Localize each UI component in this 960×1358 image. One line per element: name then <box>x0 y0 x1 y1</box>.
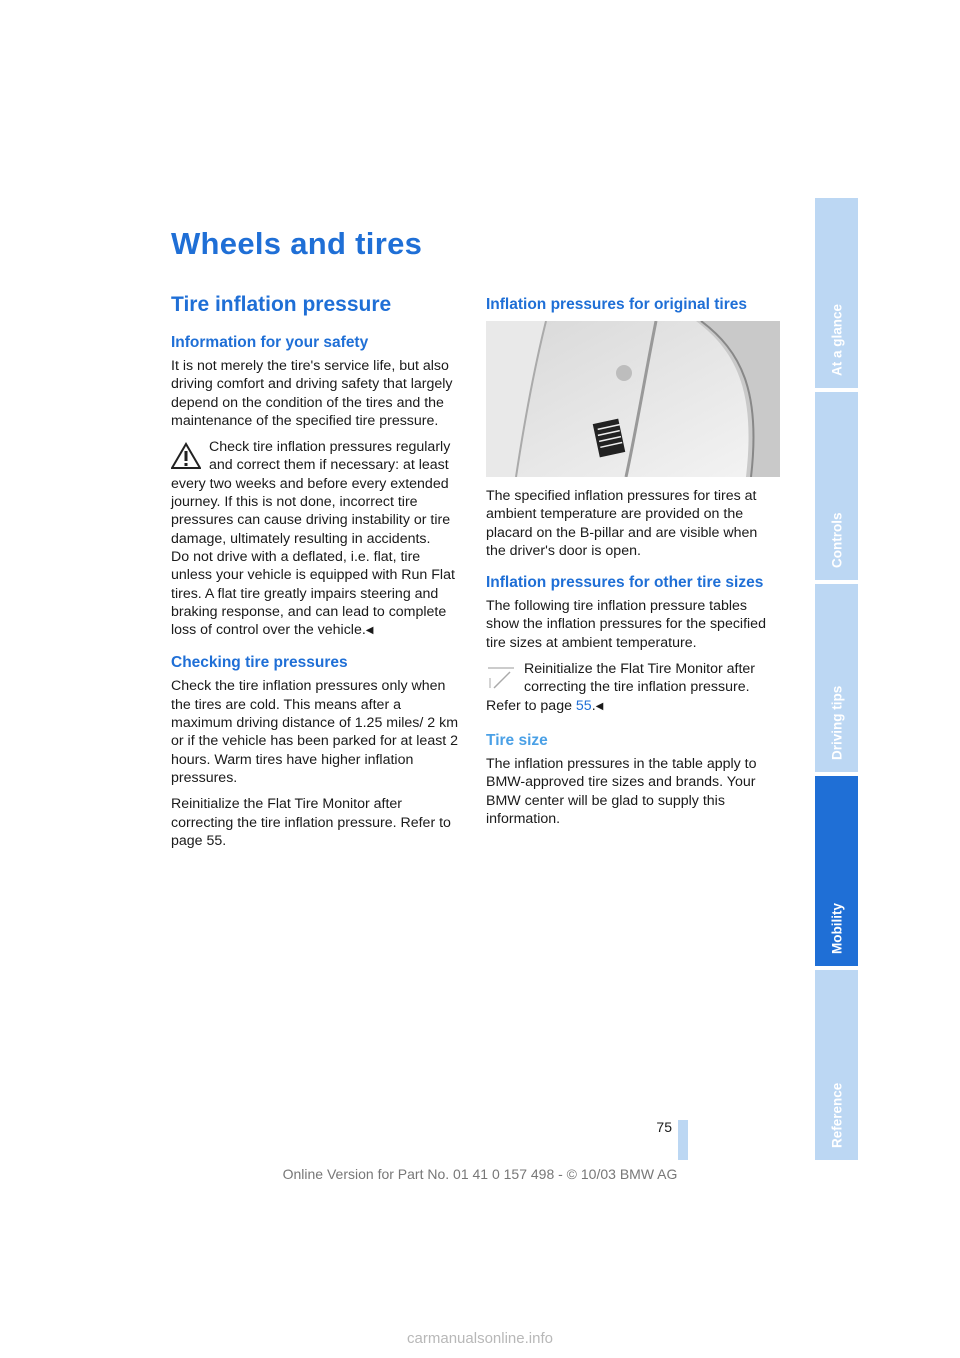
warning-triangle-icon <box>171 442 201 470</box>
safety-paragraph: It is not merely the tire's service life, but also driving comfort and driving safety that largely depend on the condition of the tires and the maintenance of the specified tire pressure. <box>171 358 453 429</box>
warning-text-2: Do not drive with a deflated, i.e. flat, tire unless your vehicle is equipped with Run Flat tires. A flat tire greatly impairs steering and braking response, and can lead to complete loss of control over the vehicle.◀ <box>171 548 455 639</box>
right-column <box>486 296 778 836</box>
end-marker-icon: ◀ <box>365 625 374 637</box>
other-sizes-heading: Inflation pressures for other tire sizes <box>486 574 764 592</box>
warning-text: Check tire inflation pressures regularly and correct them if necessary: at least every two weeks and before every extended journey. If this is not done, incorrect tire pressures can cause driving instability or tire damage, ultimately resulting in accidents. <box>171 439 451 547</box>
tire-size-paragraph: The inflation pressures in the table apply to BMW-approved tire sizes and brands. Your BMW center will be glad to supply this information. <box>486 755 757 827</box>
note-check-icon <box>486 664 516 692</box>
safety-heading: Information for your safety <box>171 334 369 351</box>
other-sizes-paragraph: The following tire inflation pressure tables show the inflation pressures for the specified tire sizes at ambient temperature. <box>486 598 766 651</box>
chapter-tabs <box>815 198 858 1160</box>
left-column <box>171 334 463 858</box>
section-title: Tire inflation pressure <box>171 293 392 316</box>
page-number: 75 <box>656 1119 672 1135</box>
warning-note <box>171 438 463 640</box>
info-note-text: Reinitialize the Flat Tire Monitor after correcting the tire inflation pressure. Refer to page 55.◀ <box>486 661 756 714</box>
tab-mobility[interactable]: Mobility <box>815 776 858 966</box>
tab-reference[interactable]: Reference <box>815 970 858 1160</box>
end-marker-icon: ◀ <box>595 700 604 712</box>
page-55-link[interactable]: 55 <box>575 697 592 714</box>
tab-driving-tips[interactable]: Driving tips <box>815 584 858 772</box>
page-title: Wheels and tires <box>171 226 423 261</box>
page-number-bar <box>678 1120 688 1160</box>
tab-at-a-glance[interactable]: At a glance <box>815 198 858 388</box>
checking-paragraph-2: Reinitialize the Flat Tire Monitor after correcting the tire inflation pressure. Refer to page 55. <box>171 796 451 849</box>
b-pillar-placard-image <box>486 321 780 477</box>
checking-heading: Checking tire pressures <box>171 654 348 672</box>
tire-size-heading: Tire size <box>486 731 548 749</box>
info-note <box>486 660 778 716</box>
original-tires-paragraph: The specified inflation pressures for tires at ambient temperature are provided on the placard on the B-pillar and are visible when the driver's door is open. <box>486 488 758 559</box>
tab-controls[interactable]: Controls <box>815 392 858 580</box>
watermark: carmanualsonline.info <box>407 1330 553 1347</box>
footer-text: Online Version for Part No. 01 41 0 157 498 - © 10/03 BMW AG <box>282 1166 678 1182</box>
checking-paragraph-1: Check the tire inflation pressures only when the tires are cold. This means after a maximum driving distance of 1.25 miles/ 2 km or if the vehicle has been parked for at least 2 hours. Warm tires have higher inflation pressures. <box>171 678 459 786</box>
original-tires-heading: Inflation pressures for original tires <box>486 296 747 313</box>
